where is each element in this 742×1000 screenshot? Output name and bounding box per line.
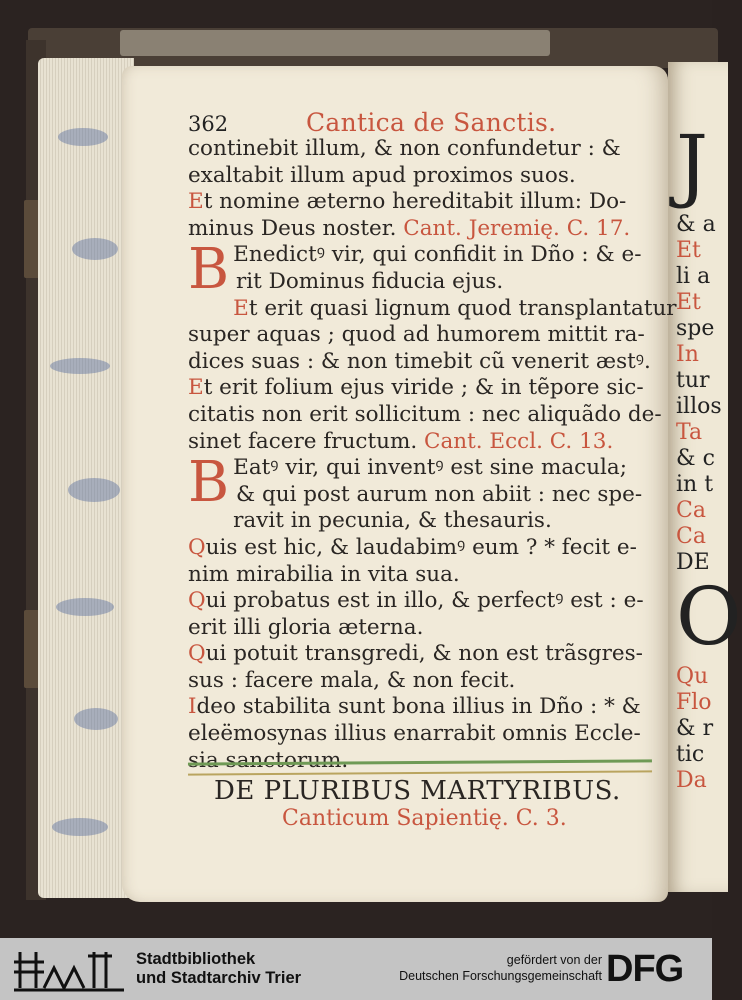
text-line — [188, 562, 658, 589]
section-title: DE PLURIBUS MARTYRIBUS. — [214, 776, 621, 806]
body-text: rit Dominus fiducia ejus. — [236, 268, 504, 294]
body-text: deo stabilita sunt bona illius in Dño : * & — [196, 694, 641, 720]
page-text — [188, 136, 677, 774]
facing-page-fragment: DE — [676, 550, 710, 575]
page-fore-edge — [38, 58, 134, 898]
text-line — [188, 136, 658, 163]
facing-page-fragment: Ca — [676, 524, 706, 549]
body-text: erit illi gloria æterna. — [188, 614, 424, 640]
facing-page-fragment: tic — [676, 742, 705, 767]
body-text: exaltabit illum apud proximos suos. — [188, 162, 576, 188]
rubric-text: Q — [188, 641, 206, 667]
facing-page-fragment: & r — [676, 716, 714, 741]
library-name — [136, 950, 301, 988]
rubric-text: Q — [188, 588, 206, 614]
text-line — [188, 508, 658, 535]
facing-page-fragment: & c — [676, 446, 715, 471]
text-line — [188, 375, 658, 402]
facing-page-fragment: illos — [676, 394, 722, 419]
body-text: nim mirabilia in vita sua. — [188, 561, 460, 587]
funding-line1: gefördert von der — [506, 953, 602, 967]
running-head: Cantica de Sanctis. — [306, 108, 557, 137]
facing-page-fragment: O — [676, 570, 742, 663]
dfg-logo: DFG — [606, 948, 684, 990]
body-text: Enedictꝰ vir, qui confidit in Dño : & e- — [233, 242, 642, 268]
body-text: sinet facere fructum. — [188, 428, 424, 454]
facing-page-fragment: Qu — [676, 664, 709, 689]
facing-page-fragment: Et — [676, 238, 701, 263]
footer-bar — [0, 938, 712, 1000]
rubric-text: Q — [188, 534, 206, 560]
text-line — [188, 269, 658, 296]
facing-page-fragment: In — [676, 342, 699, 367]
rubric-text: I — [188, 694, 197, 720]
body-text: ui potuit transgredi, & non est trãsgres- — [205, 641, 643, 667]
body-text: uis est hic, & laudabimꝰ eum ? * fecit e- — [205, 534, 637, 560]
facing-page-fragment: Da — [676, 768, 707, 793]
text-line — [188, 588, 658, 615]
body-text: t nomine æterno hereditabit illum: Do- — [203, 189, 627, 215]
book-strap — [120, 30, 550, 56]
body-text: Eatꝰ vir, qui inventꝰ est sine macula; — [233, 455, 627, 481]
text-line — [188, 322, 658, 349]
text-line — [188, 401, 662, 429]
text-line — [188, 429, 658, 456]
facing-page-fragment: li a — [676, 264, 711, 289]
text-line — [188, 535, 658, 562]
text-line — [188, 349, 658, 376]
section-subtitle: Canticum Sapientię. C. 3. — [282, 806, 567, 831]
facing-page — [668, 62, 742, 892]
text-line — [188, 668, 658, 695]
body-text: sia sanctorum. — [188, 747, 349, 773]
text-line — [188, 216, 658, 243]
body-text: citatis non erit sollicitum : nec aliquãdo de- — [188, 401, 662, 427]
body-text: t erit quasi lignum quod transplantatur — [248, 295, 677, 321]
facing-page-fragment: in t — [676, 472, 714, 497]
drop-capital: B — [188, 450, 230, 516]
rubric-text: E — [188, 375, 204, 401]
page-number: 362 — [188, 112, 229, 136]
trier-library-logo-icon — [14, 948, 124, 992]
facing-page-fragment: & a — [676, 212, 716, 237]
funding-note — [364, 952, 602, 984]
text-line — [188, 295, 677, 323]
text-line — [188, 721, 658, 748]
text-line — [188, 163, 658, 190]
body-text: eleëmosynas illius enarrabit omnis Eccle- — [188, 721, 641, 747]
body-text: minus Deus noster. — [188, 215, 404, 241]
rubric-text: E — [233, 295, 249, 321]
text-line — [188, 694, 658, 721]
library-name-line1: Stadtbibliothek — [136, 950, 256, 968]
text-line — [188, 615, 658, 642]
facing-page-fragment: Ca — [676, 498, 706, 523]
rubric-text: Cant. Jeremię. C. 17. — [403, 215, 631, 241]
text-line — [188, 482, 658, 509]
body-text: & qui post aurum non abiit : nec spe- — [236, 481, 643, 507]
body-text: ui probatus est in illo, & perfectꝰ est : e- — [205, 588, 644, 614]
body-text: super aquas ; quod ad humorem mittit ra- — [188, 322, 645, 348]
library-name-line2: und Stadtarchiv Trier — [136, 969, 302, 987]
text-line — [188, 641, 658, 668]
body-text: t erit folium ejus viride ; & in tẽpore sic- — [203, 375, 644, 401]
text-line — [188, 189, 658, 216]
body-text: ravit in pecunia, & thesauris. — [233, 508, 552, 534]
body-text: sus : facere mala, & non fecit. — [188, 667, 516, 693]
body-text: dices suas : & non timebit cũ venerit æstꝰ. — [188, 348, 651, 374]
facing-page-fragment: spe — [676, 316, 715, 341]
facing-page-fragment: J — [676, 118, 709, 211]
facing-page-fragment: Flo — [676, 690, 712, 715]
body-text: continebit illum, & non confundetur : & — [188, 136, 621, 161]
drop-capital: B — [188, 237, 230, 303]
rubric-text: E — [188, 189, 204, 215]
rubric-text: Cant. Eccl. C. 13. — [424, 428, 614, 454]
facing-page-fragment: Et — [676, 290, 701, 315]
funding-line2: Deutschen Forschungsgemeinschaft — [399, 969, 602, 983]
facing-page-fragment: Ta — [676, 420, 703, 445]
facing-page-fragment: tur — [676, 368, 710, 393]
